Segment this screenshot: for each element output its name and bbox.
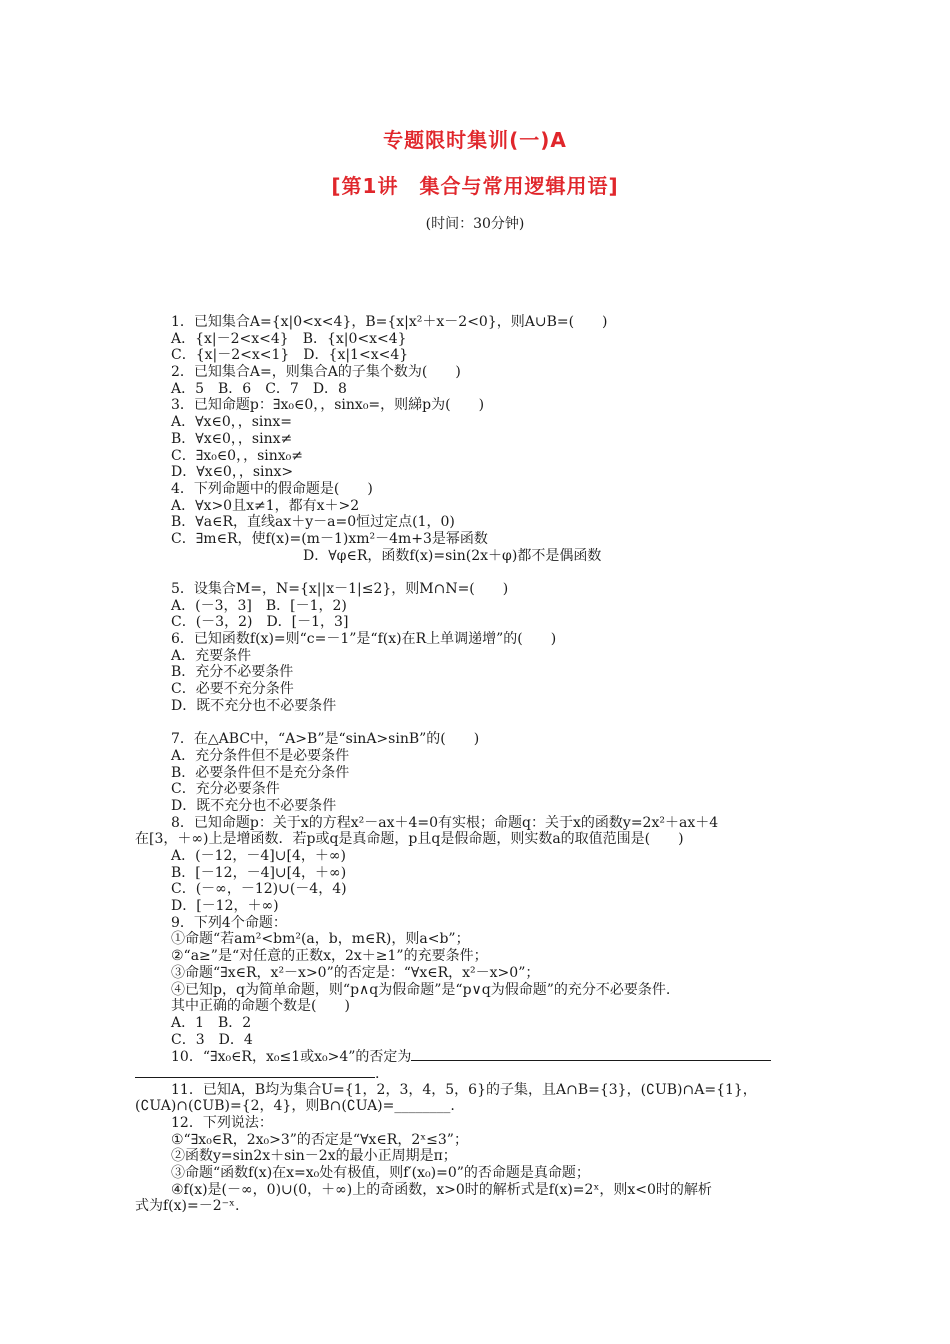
q6-option-b: B．充分不必要条件 [171, 664, 294, 681]
q9-options-ab: A．1 B．2 [171, 1014, 252, 1031]
q4-option-a: A．∀x>0且x≠1，都有x＋>2 [171, 497, 360, 514]
q4-option-d: D．∀φ∈R，函数f(x)=sin(2x＋φ)都不是偶函数 [303, 547, 602, 564]
q3-stem: 3．已知命题p：∃x₀∈0，，sinx₀=，则綈p为( ) [171, 397, 485, 414]
q2-stem: 2．已知集合A=，则集合A的子集个数为( ) [171, 364, 461, 381]
q6-option-d: D．既不充分也不必要条件 [171, 697, 337, 714]
document-title: 专题限时集训(一)A [383, 128, 567, 152]
q7-stem: 7．在△ABC中，“A>B”是“sinA>sinB”的( ) [171, 731, 480, 748]
q4-option-c: C．∃m∈R，使f(x)=(m－1)xm²－4m+3是幂函数 [171, 530, 488, 547]
q10-stem: 10．“∃x₀∈R，x₀≤1或x₀>4”的否定为 [171, 1049, 412, 1066]
q12-statement-4-line1: ④f(x)是(－∞，0)∪(0，＋∞)上的奇函数，x>0时的解析式是f(x)=2ˣ，则x<0时的解析 [171, 1181, 712, 1198]
q9-statement-4: ④已知p，q为简单命题，则“p∧q为假命题”是“p∨q为假命题”的充分不必要条件. [171, 981, 671, 998]
q7-option-b: B．必要条件但不是充分条件 [171, 764, 350, 781]
q10-line1 [135, 1048, 825, 1065]
q9-statement-2: ②“a≥”是“对任意的正数x，2x＋≥1”的充要条件； [171, 948, 488, 965]
q5-stem: 5．设集合M=，N={x||x－1|≤2}，则M∩N=( ) [171, 581, 509, 597]
q9-statement-3: ③命题“∃x∈R，x²－x>0”的否定是：“∀x∈R，x²－x>0”； [171, 964, 540, 981]
q9-statement-1: ①命题“若am²<bm²(a，b，m∈R)，则a<b”； [171, 931, 470, 948]
q9-options-cd: C．3 D．4 [171, 1031, 253, 1048]
q5-options-cd: C．(－3，2) D．[－1，3] [171, 614, 349, 631]
q10-line2 [135, 1065, 825, 1082]
q3-option-c: C．∃x₀∈0，，sinx₀≠ [171, 447, 304, 464]
q6-option-c: C．必要不充分条件 [171, 681, 294, 698]
q8-option-c: C．(－∞，－12)∪(－4，4) [171, 881, 347, 898]
q8-stem-line1: 8．已知命题p：关于x的方程x²－ax＋4=0有实根；命题q：关于x的函数y=2x²＋ax＋4 [171, 814, 719, 831]
q11-stem-line1: 11．已知A，B均为集合U={1，2，3，4，5，6}的子集，且A∩B={3}，(∁UB)∩A={1}， [171, 1081, 757, 1098]
q3-option-b: B．∀x∈0，，sinx≠ [171, 430, 293, 447]
q12-statement-4-line2: 式为f(x)=－2⁻ˣ. [135, 1198, 240, 1215]
q1-options-cd: C．{x|－2<x<1} D．{x|1<x<4} [171, 347, 409, 364]
q7-option-d: D．既不充分也不必要条件 [171, 797, 337, 814]
q8-option-a: A．(－12，－4]∪[4，＋∞) [171, 848, 346, 864]
q11-stem-line2: (∁UA)∩(∁UB)={2，4}，则B∩(∁UA)=________. [135, 1098, 455, 1115]
q6-stem: 6．已知函数f(x)=则“c=－1”是“f(x)在R上单调递增”的( ) [171, 631, 557, 648]
q3-option-d: D．∀x∈0，，sinx> [171, 464, 294, 481]
question-list [135, 314, 825, 1215]
lecture-subtitle: [第1讲 集合与常用逻辑用语] [331, 174, 619, 198]
q8-stem-line2: 在[3，＋∞)上是增函数．若p或q是真命题，p且q是假命题，则实数a的取值范围是( ) [135, 831, 684, 848]
q1-stem: 1．已知集合A={x|0<x<4}，B={x|x²＋x－2<0}，则A∪B=( ) [171, 314, 608, 330]
q12-statement-3: ③命题“函数f(x)在x=x₀处有极值，则f′(x₀)=0”的否命题是真命题； [171, 1165, 590, 1182]
q7-option-c: C．充分必要条件 [171, 781, 280, 798]
q9-stem: 9．下列4个命题： [171, 914, 287, 931]
q6-option-a: A．充要条件 [171, 647, 252, 664]
q10-answer-blank[interactable] [411, 1048, 771, 1061]
q4-stem: 4．下列命题中的假命题是( ) [171, 480, 373, 497]
q12-statement-1: ①“∃x₀∈R，2x₀>3”的否定是“∀x∈R，2ˣ≤3”； [171, 1131, 468, 1148]
q8-option-d: D．[－12，＋∞) [171, 898, 279, 915]
q9-ask: 其中正确的命题个数是( ) [171, 998, 350, 1015]
q5-options-ab: A．(－3，3] B．[－1，2) [171, 597, 347, 614]
q4-option-b: B．∀a∈R，直线ax＋y－a=0恒过定点(1，0) [171, 514, 455, 531]
q10-answer-blank-cont[interactable] [135, 1065, 375, 1078]
q1-options-ab: A．{x|－2<x<4} B．{x|0<x<4} [171, 330, 407, 347]
q7-option-a: A．充分条件但不是必要条件 [171, 747, 350, 764]
q12-stem: 12．下列说法： [171, 1115, 273, 1131]
q12-statement-2: ②函数y=sin2x＋sin－2x的最小正周期是π； [171, 1148, 457, 1165]
q8-option-b: B．[－12，－4]∪[4，＋∞) [171, 864, 347, 881]
q10-end: . [375, 1065, 380, 1082]
time-note: (时间：30分钟) [425, 216, 525, 232]
q2-options: A．5 B．6 C．7 D．8 [171, 380, 347, 397]
q3-option-a: A．∀x∈0，，sinx= [171, 414, 293, 431]
